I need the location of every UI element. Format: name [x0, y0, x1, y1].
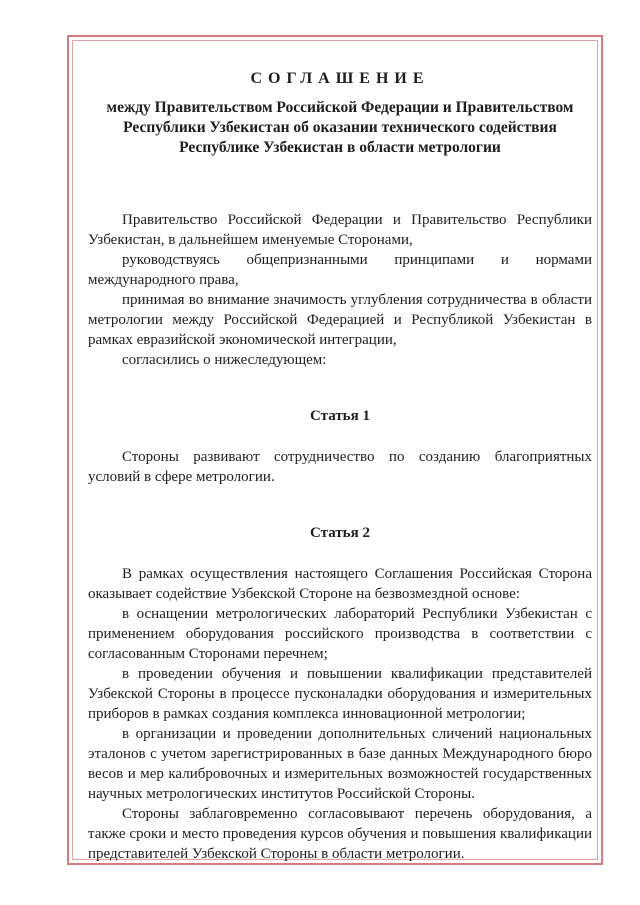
article-2-body [88, 564, 592, 864]
subtitle-line: между Правительством Российской Федерации и Правительством [106, 99, 574, 116]
article-2-paragraph: Стороны заблаговременно согласовывают перечень оборудования, а также сроки и место проведения курсов обучения и повышения квалификации представителей Узбекской Стороны в области метрологии. [88, 806, 592, 862]
preamble-paragraph: согласились о нижеследующем: [122, 352, 327, 368]
subtitle-line: Республики Узбекистан об оказании технического содействия [123, 119, 557, 136]
document-body [88, 70, 592, 864]
article-2-heading: Статья 2 [310, 525, 370, 541]
article-2-paragraph: в оснащении метрологических лабораторий Республики Узбекистан с применением оборудования российского производства в соответствии с согласованным Сторонами перечнем; [88, 606, 592, 662]
article-2-paragraph: В рамках осуществления настоящего Соглашения Российская Сторона оказывает содействие Узбекской Стороне на безвозмездной основе: [88, 566, 592, 602]
document-subtitle [88, 98, 592, 158]
article-2-paragraph: в проведении обучения и повышении квалификации представителей Узбекской Стороны в процессе пусконаладки оборудования и измерительных приборов в рамках создания комплекса инновационной метрологии; [88, 666, 592, 722]
preamble-paragraph: принимая во внимание значимость углубления сотрудничества в области метрологии между Российской Федерацией и Республикой Узбекистан в рамках евразийской экономической интеграции, [88, 292, 592, 348]
preamble-paragraph: руководствуясь общепризнанными принципами и нормами международного права, [88, 252, 592, 288]
preamble [88, 210, 592, 370]
document-title: СОГЛАШЕНИЕ [250, 70, 430, 87]
subtitle-line: Республике Узбекистан в области метрологии [179, 139, 501, 156]
article-2-paragraph: в организации и проведении дополнительных сличений национальных эталонов с учетом зарегистрированных в базе данных Международного бюро весов и мер калибровочных и измерительных возможностей государственных научных метрологических институтов Российской Стороны. [88, 726, 592, 802]
article-1-text: Стороны развивают сотрудничество по созданию благоприятных условий в сфере метрологии. [88, 449, 592, 485]
article-1-heading: Статья 1 [310, 408, 370, 424]
preamble-paragraph: Правительство Российской Федерации и Правительство Республики Узбекистан, в дальнейшем именуемые Сторонами, [88, 212, 592, 248]
